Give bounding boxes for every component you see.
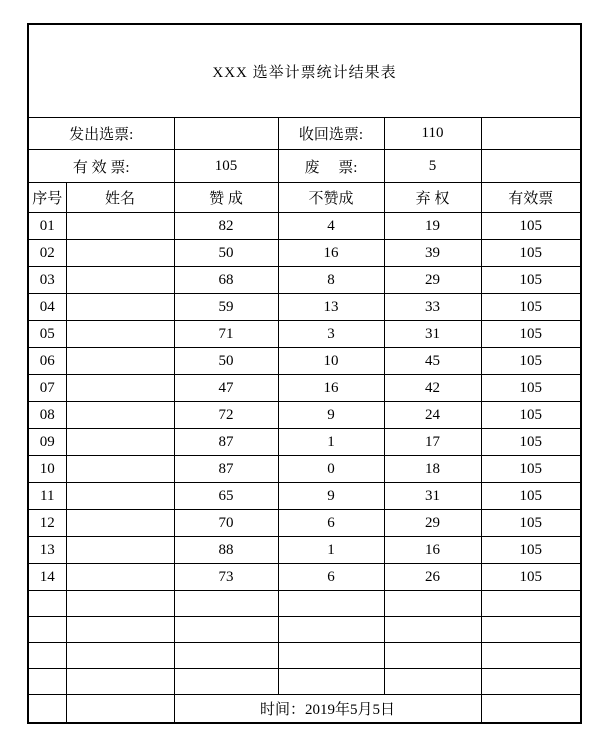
cell-approve: 72 bbox=[174, 402, 278, 429]
cell-disapprove: 9 bbox=[278, 402, 384, 429]
cell-name bbox=[66, 564, 174, 591]
empty-cell bbox=[174, 591, 278, 617]
cell-disapprove: 6 bbox=[278, 564, 384, 591]
cell-no: 04 bbox=[28, 294, 66, 321]
column-header-row bbox=[28, 183, 581, 213]
table-row bbox=[28, 240, 581, 267]
empty-rows-body bbox=[28, 591, 581, 695]
cell-abstain: 19 bbox=[384, 213, 481, 240]
empty-row bbox=[28, 643, 581, 669]
table-row bbox=[28, 429, 581, 456]
cell-name bbox=[66, 456, 174, 483]
empty-cell bbox=[481, 617, 581, 643]
col-header-name: 姓名 bbox=[66, 183, 174, 213]
cell-approve: 73 bbox=[174, 564, 278, 591]
cell-approve: 82 bbox=[174, 213, 278, 240]
cell-valid: 105 bbox=[481, 537, 581, 564]
empty-cell bbox=[28, 643, 66, 669]
cell-valid: 105 bbox=[481, 321, 581, 348]
summary-row-b-blank-cell bbox=[481, 150, 581, 183]
cell-name bbox=[66, 537, 174, 564]
cell-abstain: 26 bbox=[384, 564, 481, 591]
table-row bbox=[28, 402, 581, 429]
table-row bbox=[28, 483, 581, 510]
cell-abstain: 29 bbox=[384, 510, 481, 537]
empty-cell bbox=[278, 617, 384, 643]
cell-approve: 65 bbox=[174, 483, 278, 510]
cell-disapprove: 4 bbox=[278, 213, 384, 240]
cell-no: 14 bbox=[28, 564, 66, 591]
cell-valid: 105 bbox=[481, 213, 581, 240]
cell-name bbox=[66, 267, 174, 294]
invalid-votes-label: 废 票: bbox=[278, 150, 384, 183]
footer-row bbox=[28, 695, 581, 724]
cell-abstain: 16 bbox=[384, 537, 481, 564]
cell-name bbox=[66, 321, 174, 348]
table-row bbox=[28, 510, 581, 537]
cell-disapprove: 1 bbox=[278, 429, 384, 456]
cell-valid: 105 bbox=[481, 267, 581, 294]
title-row bbox=[28, 24, 581, 118]
empty-cell bbox=[28, 591, 66, 617]
table-row bbox=[28, 267, 581, 294]
cell-abstain: 17 bbox=[384, 429, 481, 456]
cell-name bbox=[66, 429, 174, 456]
cell-approve: 47 bbox=[174, 375, 278, 402]
table-row bbox=[28, 294, 581, 321]
cell-name bbox=[66, 483, 174, 510]
cell-disapprove: 16 bbox=[278, 375, 384, 402]
cell-no: 06 bbox=[28, 348, 66, 375]
empty-cell bbox=[66, 669, 174, 695]
footer-blank-cell-valid bbox=[481, 695, 581, 724]
cell-disapprove: 10 bbox=[278, 348, 384, 375]
cell-valid: 105 bbox=[481, 429, 581, 456]
empty-cell bbox=[481, 669, 581, 695]
summary-row-a-blank-cell bbox=[481, 118, 581, 150]
cell-name bbox=[66, 348, 174, 375]
valid-votes-label: 有 效 票: bbox=[28, 150, 174, 183]
cell-approve: 50 bbox=[174, 348, 278, 375]
cell-abstain: 45 bbox=[384, 348, 481, 375]
cell-approve: 88 bbox=[174, 537, 278, 564]
valid-votes-value: 105 bbox=[174, 150, 278, 183]
cell-no: 01 bbox=[28, 213, 66, 240]
cell-name bbox=[66, 375, 174, 402]
data-rows-body bbox=[28, 213, 581, 591]
empty-cell bbox=[66, 617, 174, 643]
returned-votes-label: 收回选票: bbox=[278, 118, 384, 150]
empty-row bbox=[28, 669, 581, 695]
empty-cell bbox=[174, 669, 278, 695]
empty-cell bbox=[66, 591, 174, 617]
cell-name bbox=[66, 510, 174, 537]
cell-abstain: 29 bbox=[384, 267, 481, 294]
cell-name bbox=[66, 240, 174, 267]
col-header-no: 序号 bbox=[28, 183, 66, 213]
empty-cell bbox=[384, 669, 481, 695]
cell-no: 12 bbox=[28, 510, 66, 537]
empty-cell bbox=[384, 617, 481, 643]
table-row bbox=[28, 537, 581, 564]
cell-no: 13 bbox=[28, 537, 66, 564]
cell-no: 09 bbox=[28, 429, 66, 456]
table-row bbox=[28, 348, 581, 375]
table-row bbox=[28, 213, 581, 240]
cell-valid: 105 bbox=[481, 510, 581, 537]
cell-name bbox=[66, 213, 174, 240]
cell-disapprove: 8 bbox=[278, 267, 384, 294]
cell-abstain: 33 bbox=[384, 294, 481, 321]
vote-statistics-table bbox=[27, 23, 582, 724]
cell-abstain: 31 bbox=[384, 321, 481, 348]
cell-approve: 59 bbox=[174, 294, 278, 321]
cell-no: 03 bbox=[28, 267, 66, 294]
cell-approve: 87 bbox=[174, 429, 278, 456]
empty-row bbox=[28, 617, 581, 643]
cell-no: 11 bbox=[28, 483, 66, 510]
table-row bbox=[28, 564, 581, 591]
cell-valid: 105 bbox=[481, 375, 581, 402]
cell-valid: 105 bbox=[481, 564, 581, 591]
cell-approve: 50 bbox=[174, 240, 278, 267]
col-header-valid: 有效票 bbox=[481, 183, 581, 213]
cell-valid: 105 bbox=[481, 483, 581, 510]
cell-valid: 105 bbox=[481, 456, 581, 483]
empty-cell bbox=[278, 591, 384, 617]
cell-no: 07 bbox=[28, 375, 66, 402]
footer-blank-cell-no bbox=[28, 695, 66, 724]
cell-abstain: 42 bbox=[384, 375, 481, 402]
cell-no: 08 bbox=[28, 402, 66, 429]
empty-cell bbox=[278, 643, 384, 669]
empty-cell bbox=[481, 643, 581, 669]
cell-disapprove: 16 bbox=[278, 240, 384, 267]
empty-row bbox=[28, 591, 581, 617]
issued-votes-label: 发出选票: bbox=[28, 118, 174, 150]
cell-abstain: 18 bbox=[384, 456, 481, 483]
empty-cell bbox=[384, 591, 481, 617]
col-header-approve: 赞 成 bbox=[174, 183, 278, 213]
col-header-disapprove: 不赞成 bbox=[278, 183, 384, 213]
cell-approve: 71 bbox=[174, 321, 278, 348]
empty-cell bbox=[28, 669, 66, 695]
returned-votes-value: 110 bbox=[384, 118, 481, 150]
cell-approve: 70 bbox=[174, 510, 278, 537]
cell-disapprove: 1 bbox=[278, 537, 384, 564]
cell-disapprove: 3 bbox=[278, 321, 384, 348]
cell-approve: 68 bbox=[174, 267, 278, 294]
issued-votes-value bbox=[174, 118, 278, 150]
table-row bbox=[28, 456, 581, 483]
table-row bbox=[28, 321, 581, 348]
empty-cell bbox=[66, 643, 174, 669]
cell-name bbox=[66, 294, 174, 321]
cell-approve: 87 bbox=[174, 456, 278, 483]
empty-cell bbox=[174, 643, 278, 669]
cell-valid: 105 bbox=[481, 348, 581, 375]
empty-cell bbox=[481, 591, 581, 617]
cell-disapprove: 0 bbox=[278, 456, 384, 483]
cell-no: 10 bbox=[28, 456, 66, 483]
col-header-abstain: 弃 权 bbox=[384, 183, 481, 213]
empty-cell bbox=[174, 617, 278, 643]
table-row bbox=[28, 375, 581, 402]
cell-name bbox=[66, 402, 174, 429]
summary-row-issued-returned bbox=[28, 118, 581, 150]
invalid-votes-value: 5 bbox=[384, 150, 481, 183]
cell-abstain: 24 bbox=[384, 402, 481, 429]
cell-no: 02 bbox=[28, 240, 66, 267]
cell-disapprove: 9 bbox=[278, 483, 384, 510]
cell-disapprove: 13 bbox=[278, 294, 384, 321]
cell-valid: 105 bbox=[481, 402, 581, 429]
empty-cell bbox=[384, 643, 481, 669]
summary-row-valid-invalid bbox=[28, 150, 581, 183]
footer-date-cell: 时间：2019年5月5日 bbox=[174, 695, 481, 724]
cell-abstain: 31 bbox=[384, 483, 481, 510]
page-title: XXX 选举计票统计结果表 bbox=[28, 24, 581, 118]
cell-abstain: 39 bbox=[384, 240, 481, 267]
cell-valid: 105 bbox=[481, 240, 581, 267]
cell-no: 05 bbox=[28, 321, 66, 348]
cell-valid: 105 bbox=[481, 294, 581, 321]
cell-disapprove: 6 bbox=[278, 510, 384, 537]
empty-cell bbox=[28, 617, 66, 643]
footer-blank-cell-name bbox=[66, 695, 174, 724]
empty-cell bbox=[278, 669, 384, 695]
